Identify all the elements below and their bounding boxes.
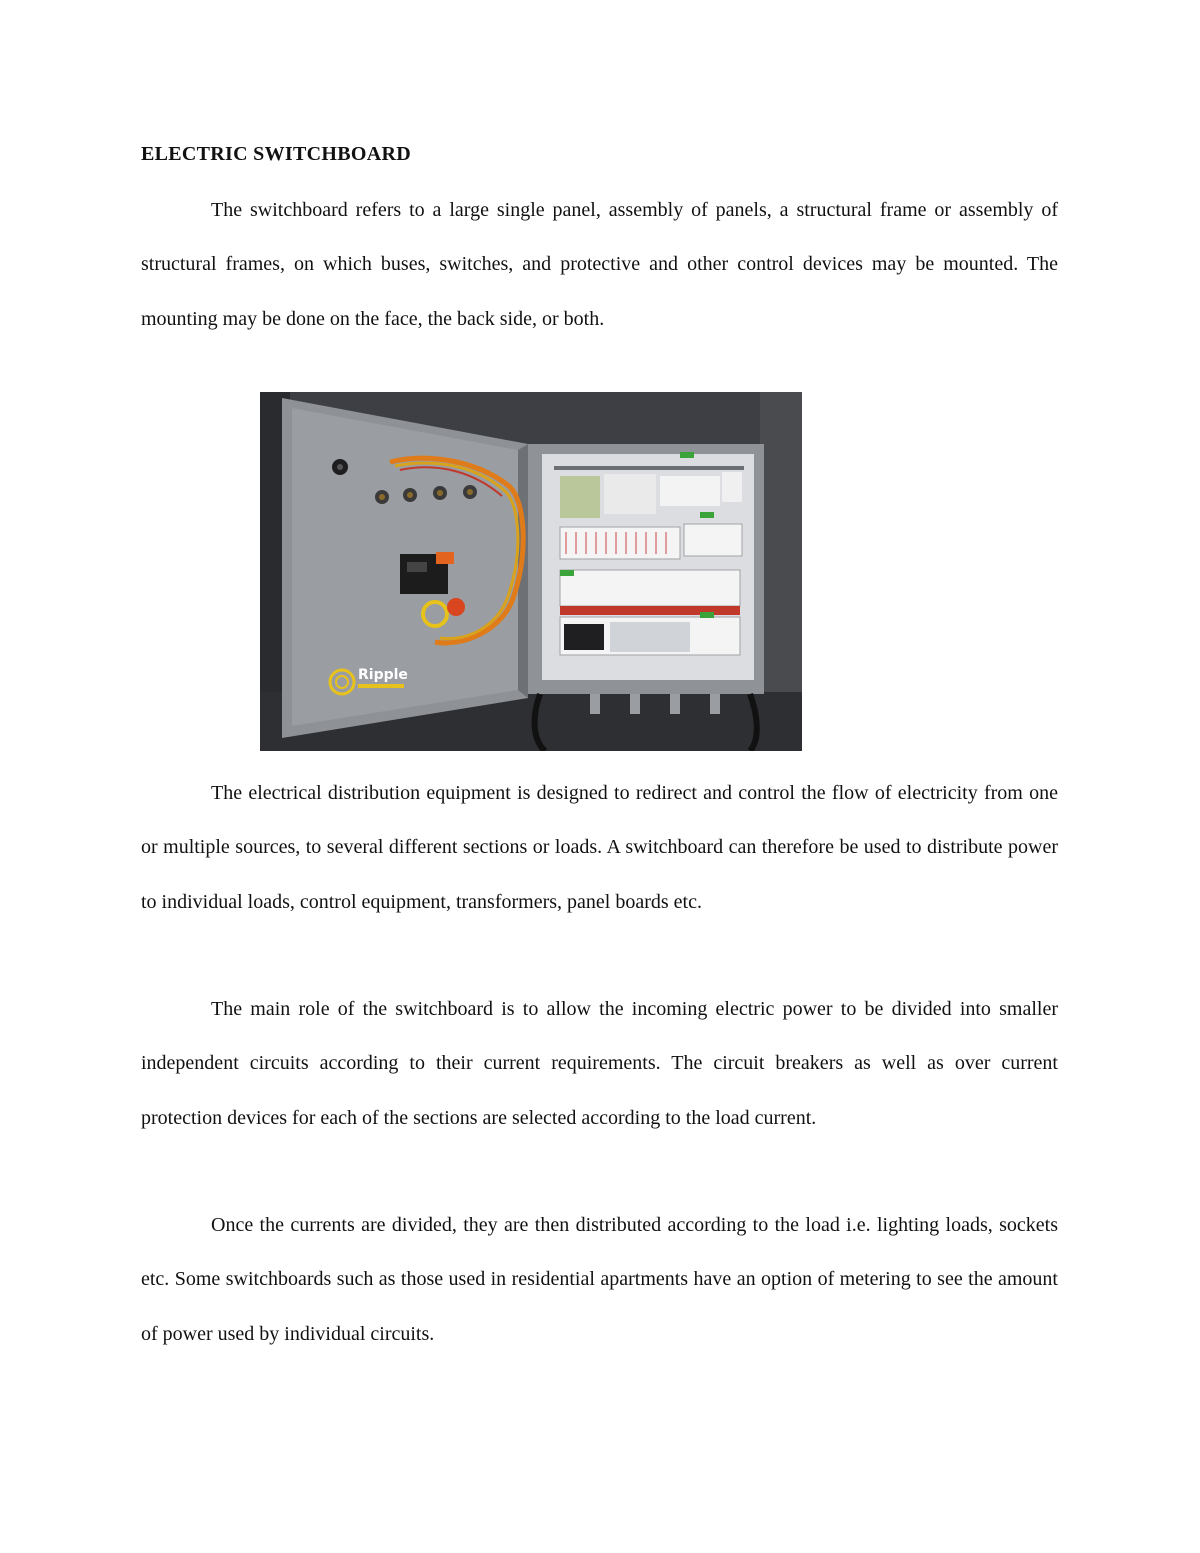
switchboard-photo (260, 392, 802, 751)
paragraph-4: Once the currents are divided, they are then distributed according to the load i.e. lighting loads, sockets etc. Some switchboards such as those used in residential apartments have an option of metering to see the amount of power used by individual circuits. (141, 1214, 1058, 1345)
paragraph-1: The switchboard refers to a large single panel, assembly of panels, a structural frame or assembly of structural frames, on which buses, switches, and protective and other control devices may be mounted. The mounting may be done on the face, the back side, or both. (141, 199, 1058, 330)
paragraph-2: The electrical distribution equipment is designed to redirect and control the flow of electricity from one or multiple sources, to several different sections or loads. A switchboard can therefore be used to distribute power to individual loads, control equipment, transformers, panel boards etc. (141, 782, 1058, 913)
document-title: ELECTRIC SWITCHBOARD (141, 143, 411, 165)
ripple-logo-text: Ripple (358, 667, 408, 683)
paragraph-3: The main role of the switchboard is to allow the incoming electric power to be divided into smaller independent circuits according to their current requirements. The circuit breakers as well as over current protection devices for each of the sections are selected according to the load current. (141, 998, 1058, 1129)
